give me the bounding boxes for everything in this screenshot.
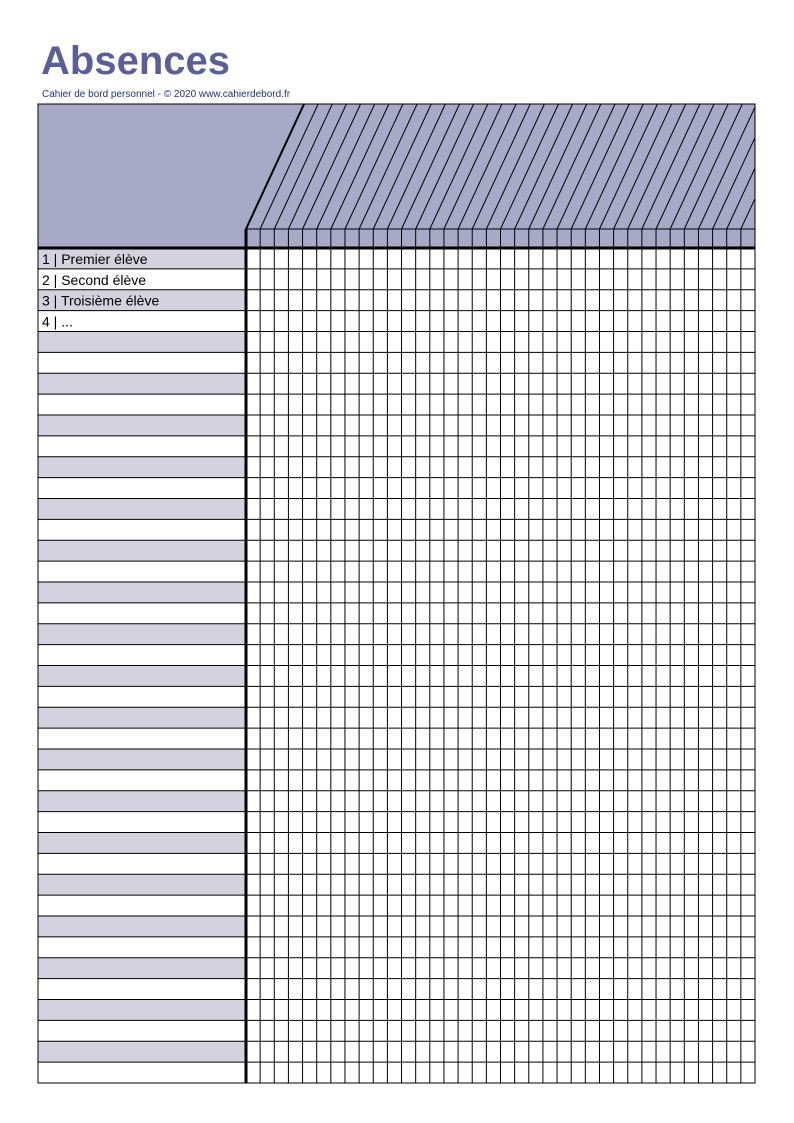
student-name-cell[interactable]: [38, 707, 246, 728]
student-name-cell[interactable]: [38, 1062, 246, 1083]
student-name-cell[interactable]: [38, 478, 246, 499]
student-name-cell[interactable]: [38, 332, 246, 353]
student-name-cell[interactable]: [38, 958, 246, 979]
student-name: 4 | ...: [42, 313, 73, 330]
student-name-cell[interactable]: [38, 666, 246, 687]
student-name-cell[interactable]: [38, 603, 246, 624]
student-name-cell[interactable]: [38, 352, 246, 373]
student-name-cell[interactable]: [38, 1041, 246, 1062]
student-name: 1 | Premier élève: [42, 250, 148, 267]
student-name-cell[interactable]: [38, 436, 246, 457]
student-name-cell[interactable]: [38, 937, 246, 958]
student-name-cell[interactable]: [38, 916, 246, 937]
student-name-cell[interactable]: [38, 415, 246, 436]
student-name-cell[interactable]: [38, 499, 246, 520]
student-name-cell[interactable]: [38, 1020, 246, 1041]
student-name-cell[interactable]: [38, 770, 246, 791]
student-name-cell[interactable]: [38, 874, 246, 895]
student-name-cell[interactable]: [38, 394, 246, 415]
student-name-cell[interactable]: [38, 749, 246, 770]
student-name-cell[interactable]: [38, 457, 246, 478]
student-name-cell[interactable]: [38, 895, 246, 916]
student-name: 2 | Second élève: [42, 271, 147, 288]
student-name-cell[interactable]: [38, 791, 246, 812]
student-name-cell[interactable]: [38, 853, 246, 874]
student-name-cell[interactable]: [38, 624, 246, 645]
student-name-cell[interactable]: [38, 686, 246, 707]
student-name-cell[interactable]: [38, 812, 246, 833]
student-name-cell[interactable]: [38, 645, 246, 666]
student-name-cell[interactable]: [38, 561, 246, 582]
copyright-subtitle: Cahier de bord personnel - © 2020 www.cahierdebord.fr: [42, 89, 291, 100]
student-name-cell[interactable]: [38, 582, 246, 603]
student-name: 3 | Troisième élève: [42, 292, 160, 309]
student-name-cell[interactable]: [38, 833, 246, 854]
student-name-cell[interactable]: [38, 728, 246, 749]
student-name-cell[interactable]: [38, 519, 246, 540]
student-name-cell[interactable]: [38, 373, 246, 394]
student-name-cell[interactable]: [38, 540, 246, 561]
student-name-cell[interactable]: [38, 979, 246, 1000]
student-name-cell[interactable]: [38, 1000, 246, 1021]
page-title: Absences: [41, 39, 230, 83]
